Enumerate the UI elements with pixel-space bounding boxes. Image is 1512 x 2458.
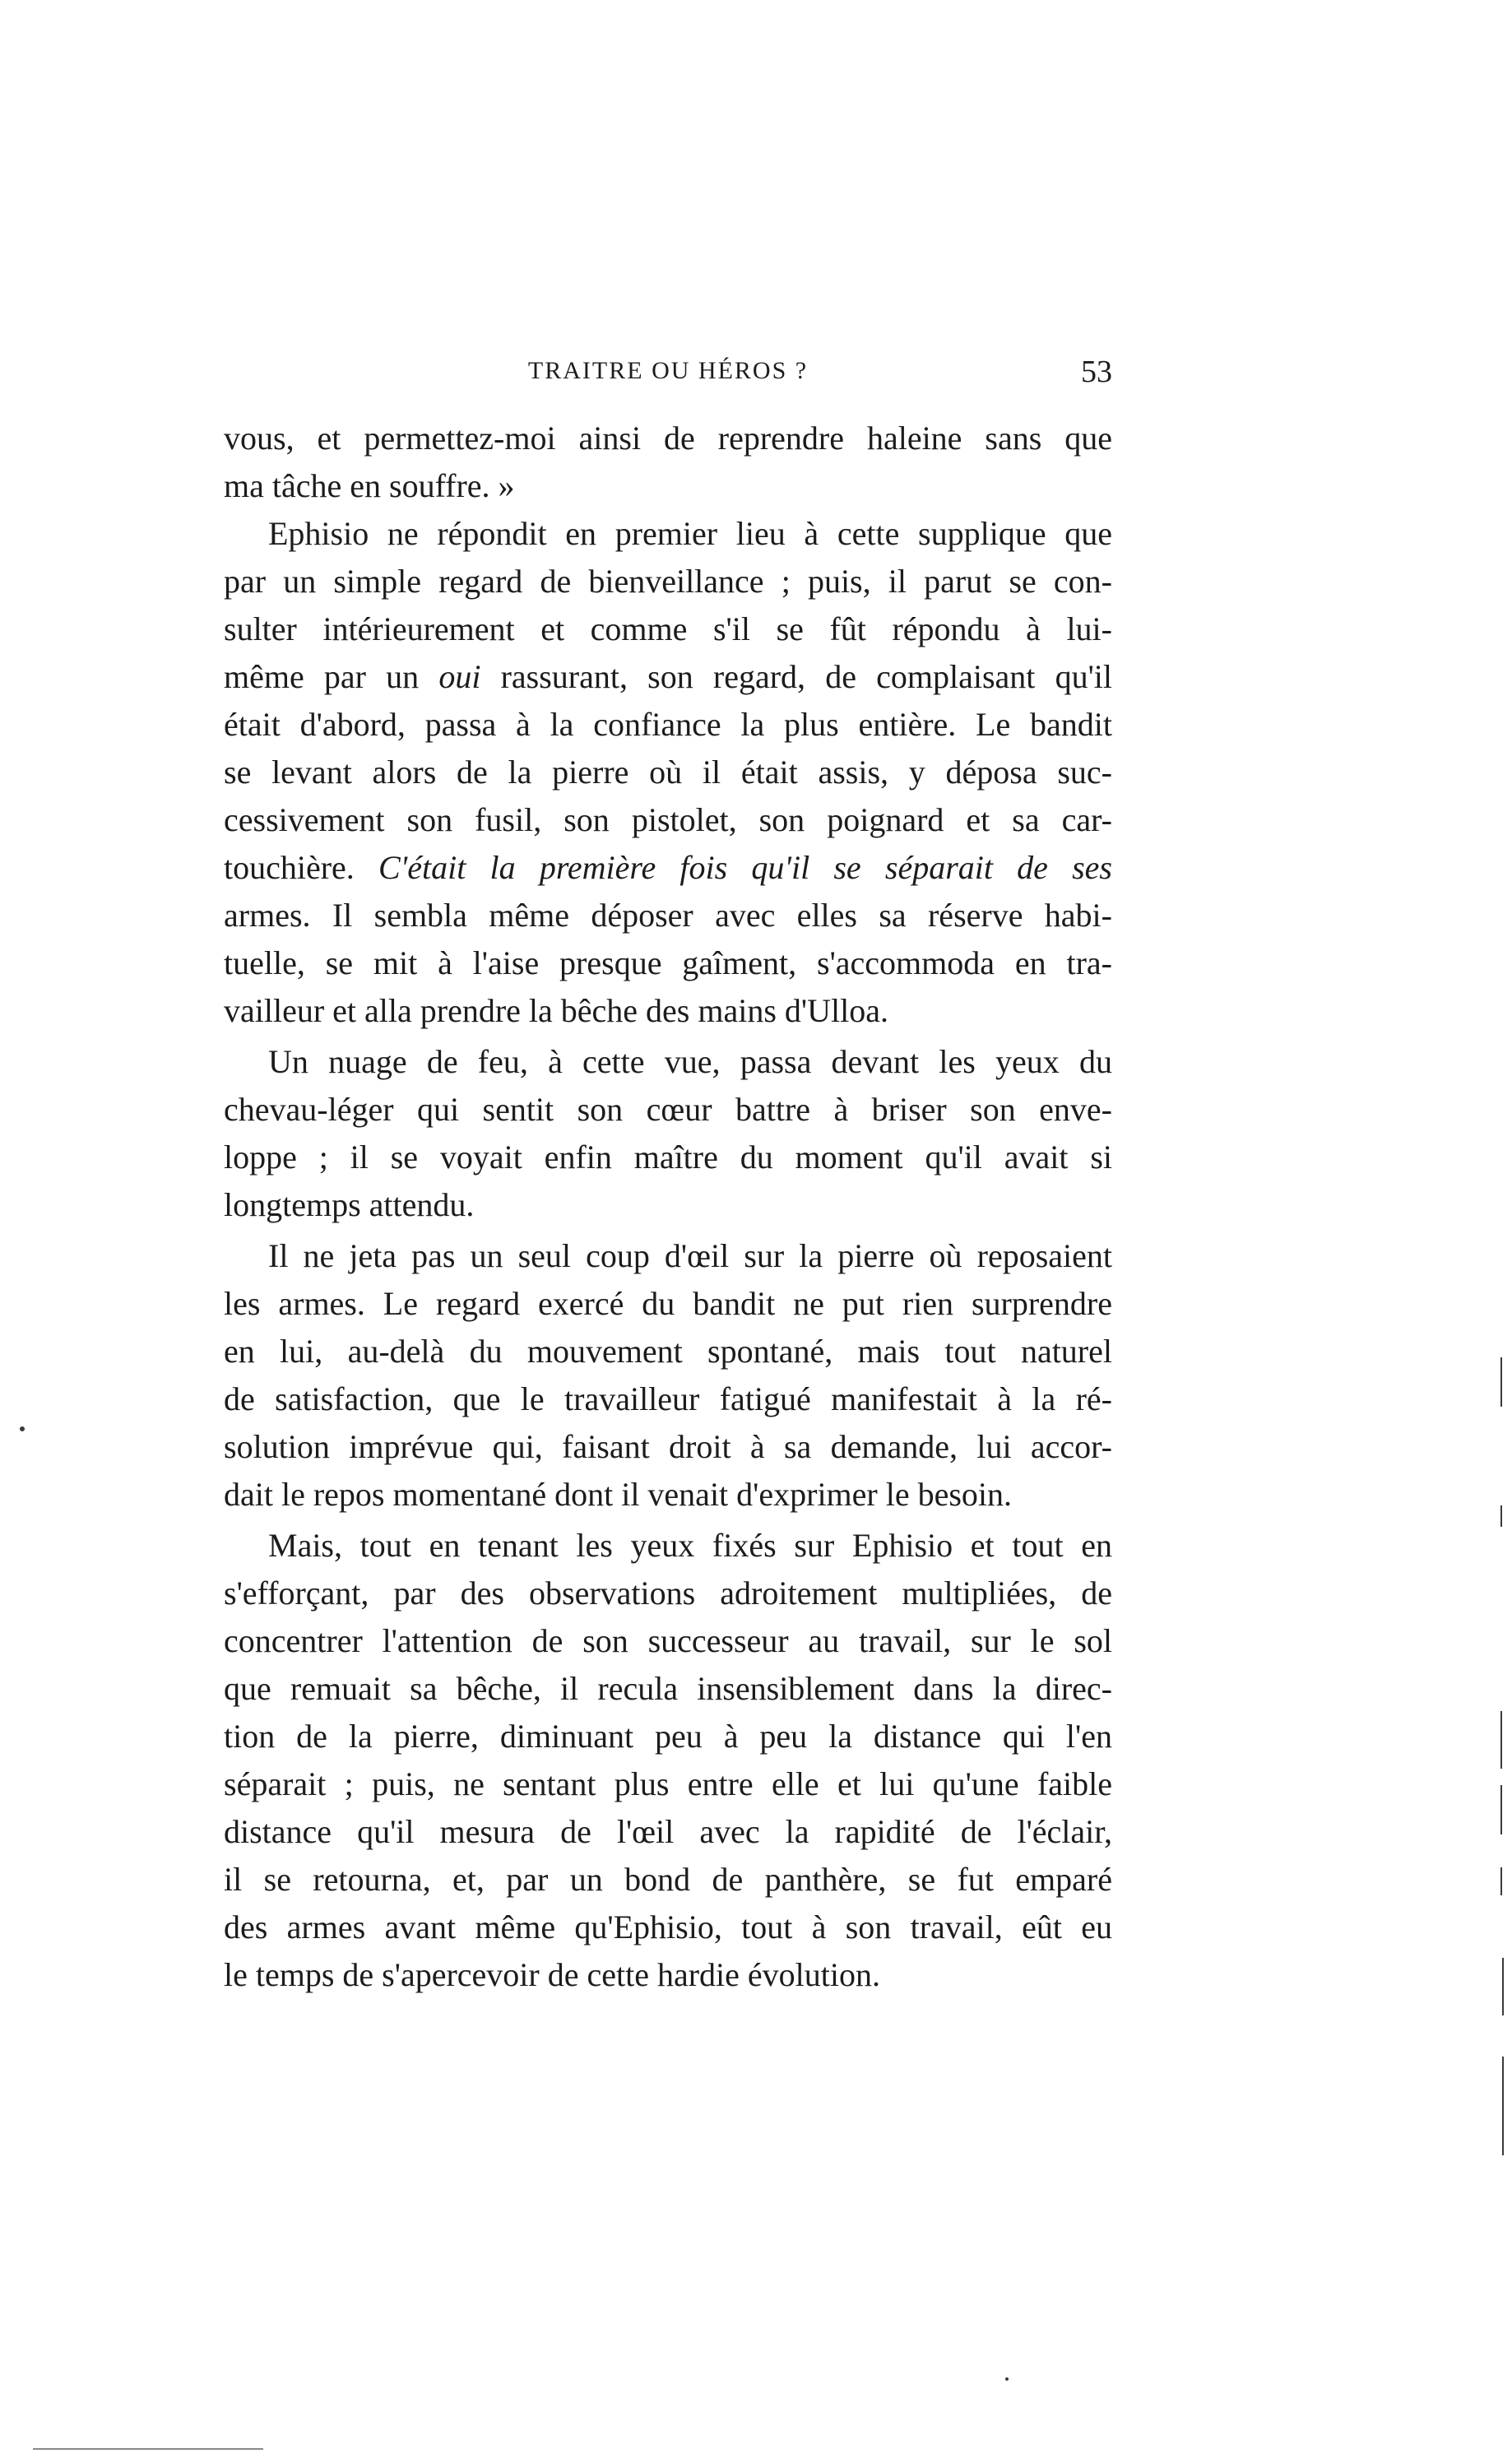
scan-mark [1502, 2057, 1504, 2155]
text-line: ma tâche en souffre. » [224, 467, 515, 504]
scan-mark [1500, 1357, 1502, 1407]
text-line: distance qu'il mesura de l'œil avec la rapidité de l'éclair, [224, 1813, 1112, 1850]
text-line: se levant alors de la pierre où il était assis, y déposa suc- [224, 754, 1112, 791]
text-line: Il ne jeta pas un seul coup d'œil sur la pierre où reposaient [268, 1237, 1112, 1274]
page-number: 53 [1081, 355, 1112, 389]
paragraph [224, 415, 1112, 510]
text-line [224, 844, 1112, 892]
text-run: rassurant, son regard, de complaisant qu'il [480, 658, 1113, 695]
text-line: des armes avant même qu'Ephisio, tout à son travail, eût eu [224, 1908, 1112, 1946]
text-line: loppe ; il se voyait enfin maître du moment qu'il avait si [224, 1139, 1112, 1176]
text-line: concentrer l'attention de son successeur au travail, sur le sol [224, 1622, 1112, 1659]
scan-mark [1500, 1785, 1502, 1834]
text-line: le temps de s'apercevoir de cette hardie évolution. [224, 1956, 880, 1993]
paragraph [224, 1038, 1112, 1229]
text-line: vailleur et alla prendre la bêche des mains d'Ulloa. [224, 992, 888, 1029]
text-line: de satisfaction, que le travailleur fatigué manifestait à la ré- [224, 1380, 1112, 1417]
text-line: solution imprévue qui, faisant droit à sa demande, lui accor- [224, 1428, 1112, 1465]
text-line: était d'abord, passa à la confiance la plus entière. Le bandit [224, 706, 1112, 743]
text-line: que remuait sa bêche, il recula insensiblement dans la direc- [224, 1670, 1112, 1707]
scan-mark [1500, 1505, 1502, 1527]
text-line: Un nuage de feu, à cette vue, passa devant les yeux du [268, 1043, 1112, 1080]
text-line: par un simple regard de bienveillance ; puis, il parut se con- [224, 563, 1112, 600]
text-line: Mais, tout en tenant les yeux fixés sur Ephisio et tout en [268, 1527, 1112, 1564]
text-line: dait le repos momentané dont il venait d'exprimer le besoin. [224, 1476, 1013, 1513]
running-head [224, 357, 1112, 406]
text-line: les armes. Le regard exercé du bandit ne put rien surprendre [224, 1285, 1112, 1322]
text-line: longtemps attendu. [224, 1186, 475, 1223]
text-line: tion de la pierre, diminuant peu à peu la distance qui l'en [224, 1718, 1112, 1755]
scan-edge [33, 2448, 263, 2450]
scan-speck [1005, 2377, 1009, 2381]
text-line: en lui, au-delà du mouvement spontané, mais tout naturel [224, 1333, 1112, 1370]
text-line: cessivement son fusil, son pistolet, son poignard et sa car- [224, 801, 1112, 838]
text-line: il se retourna, et, par un bond de panthère, se fut emparé [224, 1861, 1112, 1898]
text-line: sulter intérieurement et comme s'il se fût répondu à lui- [224, 610, 1112, 647]
text-line: vous, et permettez-moi ainsi de reprendre haleine sans que [224, 420, 1112, 457]
italic-word: oui [438, 658, 481, 695]
running-title: TRAITRE OU HÉROS ? [527, 357, 809, 384]
body-text [224, 415, 1112, 1999]
text-line: tuelle, se mit à l'aise presque gaîment, s'accommoda en tra- [224, 944, 1112, 981]
scan-mark [1500, 1867, 1502, 1895]
text-run: touchière. [224, 849, 378, 886]
text-line: chevau-léger qui sentit son cœur battre à briser son enve- [224, 1091, 1112, 1128]
text-line: armes. Il sembla même déposer avec elles sa réserve habi- [224, 897, 1112, 934]
paragraph [224, 510, 1112, 1035]
text-line [224, 653, 1112, 701]
text-line: Ephisio ne répondit en premier lieu à cette supplique que [268, 515, 1112, 552]
paragraph [224, 1522, 1112, 1999]
scan-mark [1502, 1958, 1504, 2015]
scan-speck [20, 1426, 25, 1431]
text-run: même par un [224, 658, 439, 695]
text-line: s'efforçant, par des observations adroitement multipliées, de [224, 1575, 1112, 1612]
text-line: séparait ; puis, ne sentant plus entre elle et lui qu'une faible [224, 1765, 1112, 1802]
italic-phrase: C'était la première fois qu'il se séparait de ses [378, 849, 1113, 886]
scan-mark [1500, 1711, 1502, 1769]
paragraph [224, 1232, 1112, 1519]
